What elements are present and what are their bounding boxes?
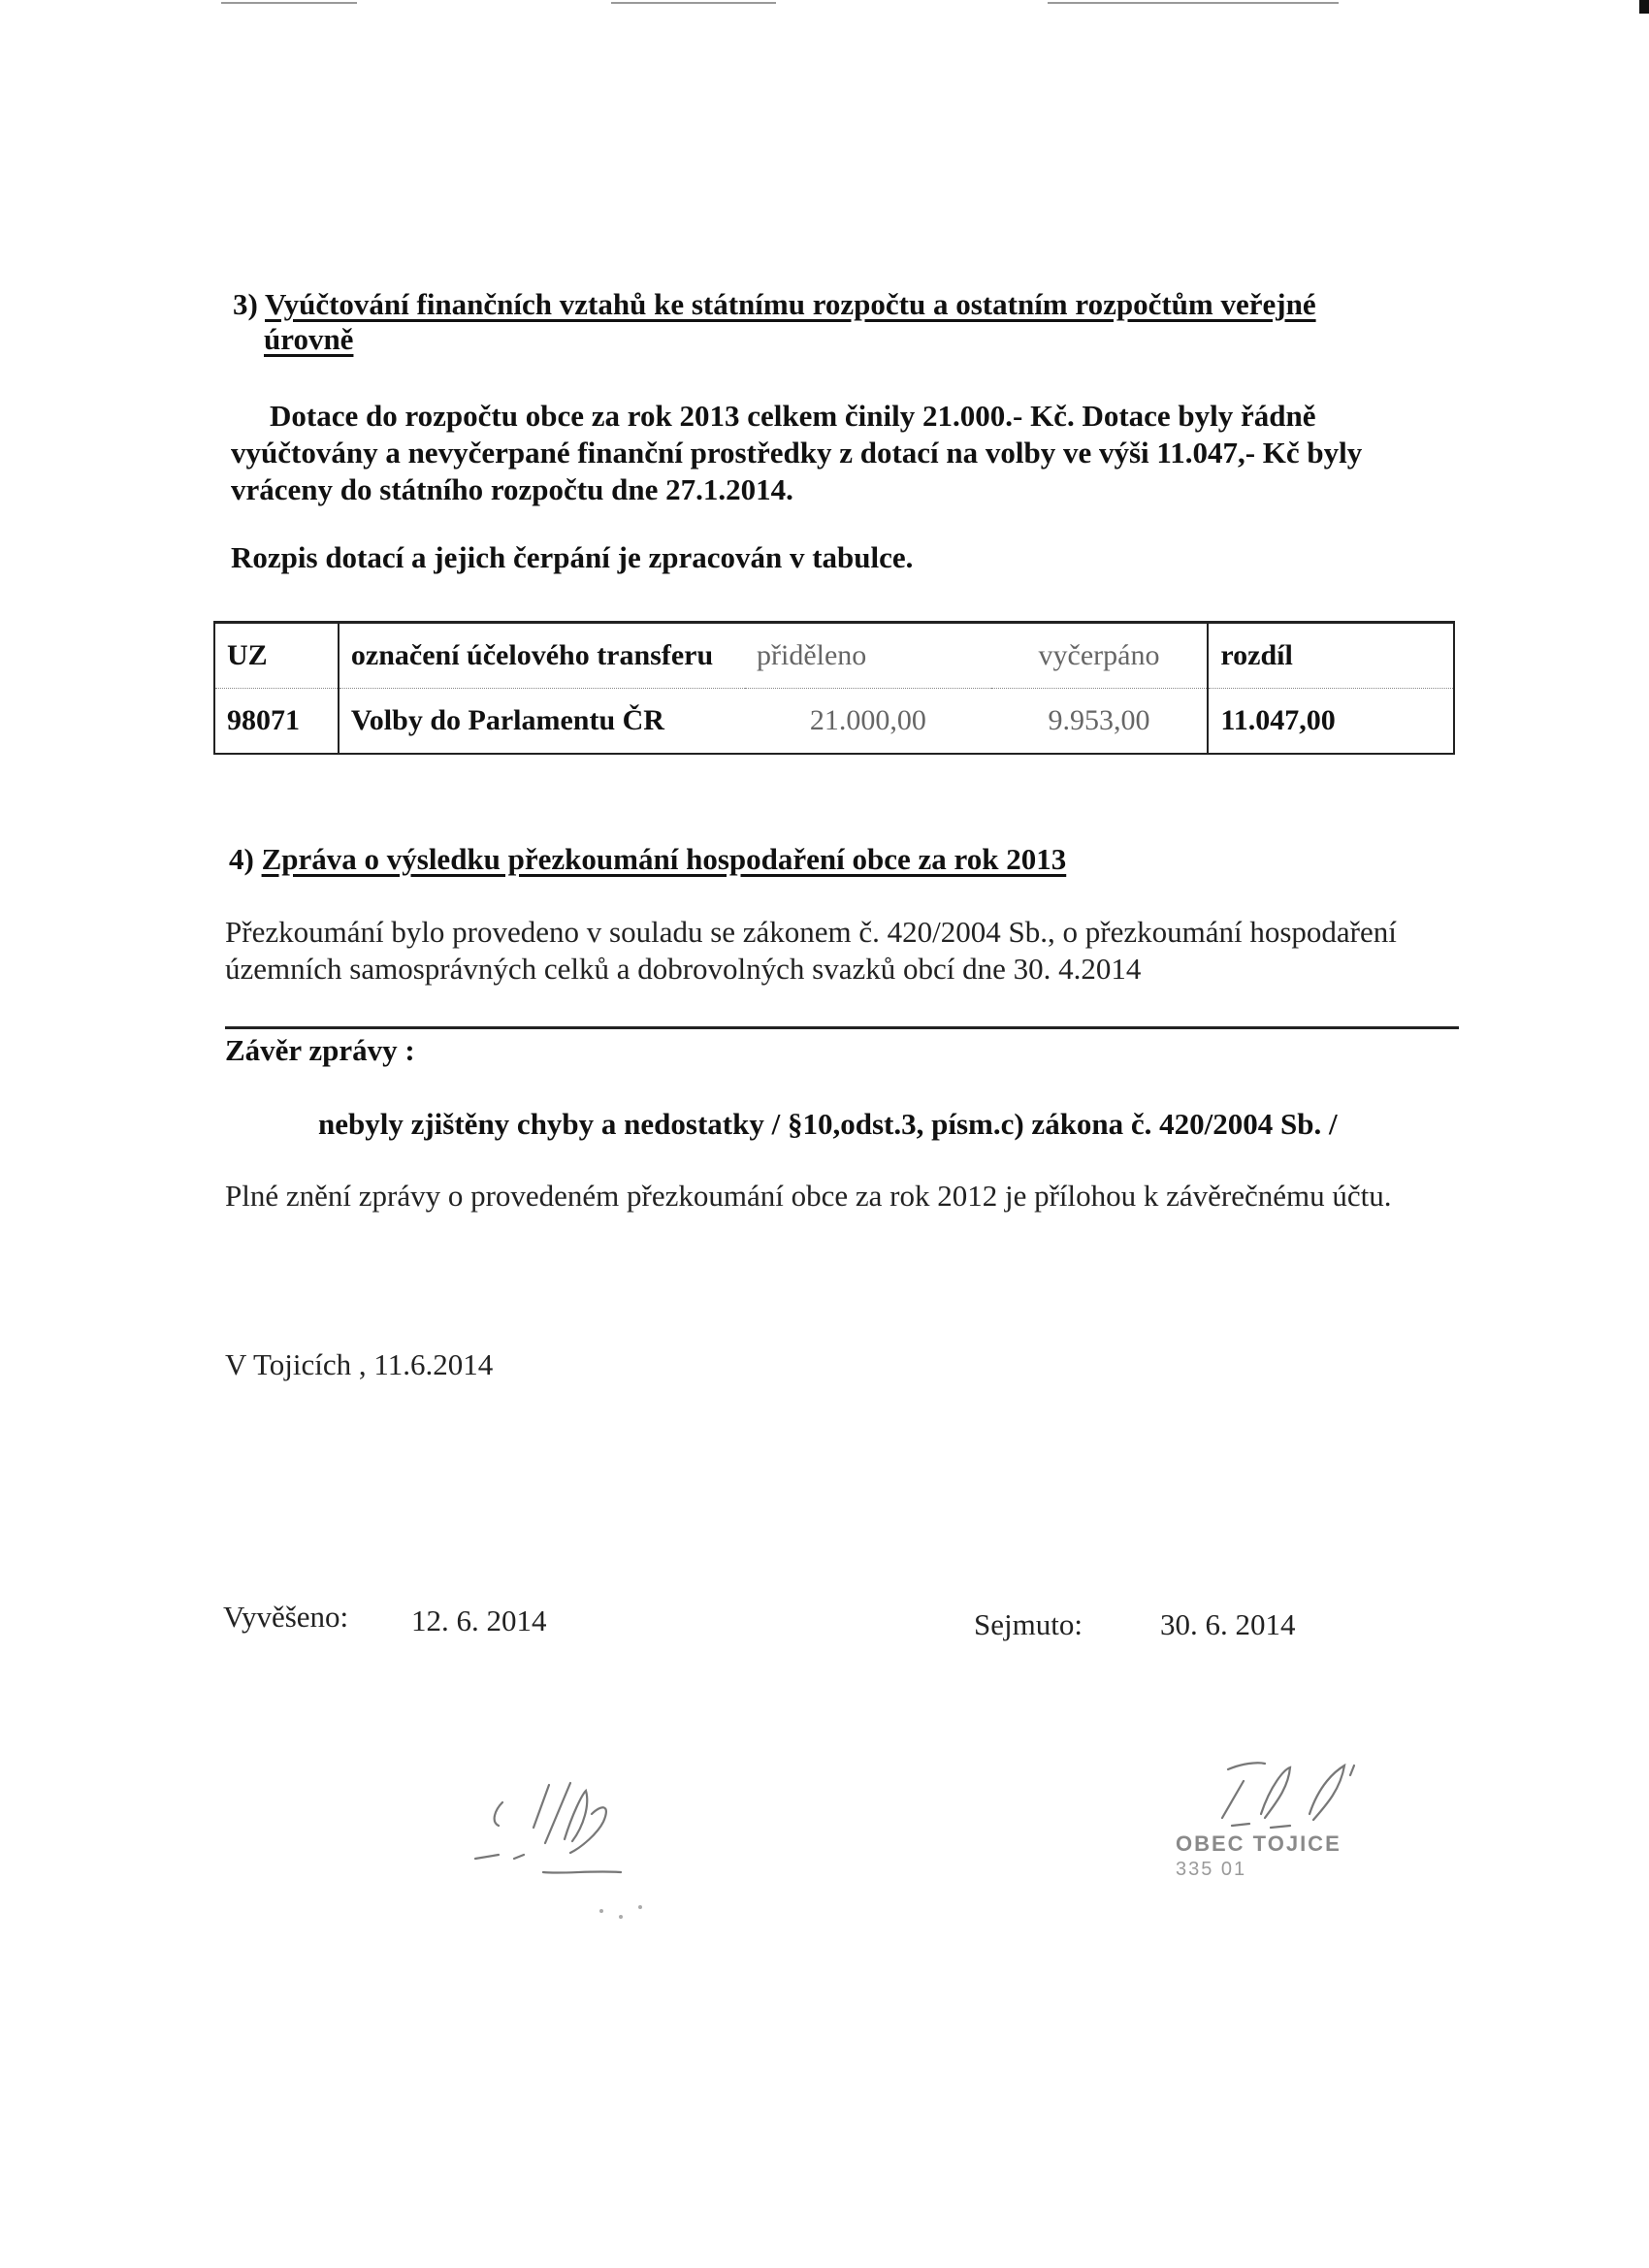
section3-paragraph-line2: vyúčtovány a nevyčerpané finanční prostředky z dotací na volby ve výši 11.047,- Kč byly — [231, 436, 1363, 470]
scan-corner-mark — [1639, 0, 1649, 14]
cell-spent: 9.953,00 — [991, 689, 1209, 755]
full-text-note: Plné znění zprávy o provedeném přezkoumání obce za rok 2012 je přílohou k závěrečnému účtu. — [225, 1179, 1392, 1213]
header-spent: vyčerpáno — [991, 623, 1209, 689]
stamp-line2: 335 01 — [1176, 1859, 1247, 1880]
section4-heading — [229, 842, 1393, 877]
conclusion-text: nebyly zjištěny chyby a nedostatky / §10,odst.3, písm.c) zákona č. 420/2004 Sb. / — [318, 1107, 1338, 1141]
removed-label: Sejmuto: — [974, 1607, 1083, 1641]
section3-paragraph-line3: vráceny do státního rozpočtu dne 27.1.2014. — [231, 472, 793, 506]
header-designation: označení účelového transferu — [339, 623, 745, 689]
section3-number: 3) — [233, 287, 258, 321]
section4-heading-text: Zpráva o výsledku přezkoumání hospodaření obce za rok 2013 — [261, 842, 1067, 876]
conclusion-label: Závěr zprávy : — [225, 1033, 415, 1067]
section3-heading — [233, 287, 1494, 322]
place-date: V Tojicích , 11.6.2014 — [225, 1347, 494, 1381]
section4-number: 4) — [229, 842, 254, 876]
posted-date: 12. 6. 2014 — [411, 1604, 547, 1637]
removed-date: 30. 6. 2014 — [1160, 1607, 1296, 1641]
section3-paragraph-line1: Dotace do rozpočtu obce za rok 2013 celkem činily 21.000.- Kč. Dotace byly řádně — [270, 399, 1316, 433]
signature-left — [456, 1766, 708, 1940]
cell-uz: 98071 — [214, 689, 339, 755]
divider-rule — [225, 1026, 1459, 1029]
transfers-table — [213, 621, 1455, 755]
table-header-row — [214, 623, 1454, 689]
cell-designation: Volby do Parlamentu ČR — [339, 689, 745, 755]
cell-allocated: 21.000,00 — [745, 689, 991, 755]
cell-difference: 11.047,00 — [1208, 689, 1454, 755]
signature-right — [1164, 1746, 1416, 1911]
section4-paragraph-line1: Přezkoumání bylo provedeno v souladu se zákonem č. 420/2004 Sb., o přezkoumání hospodaření — [225, 915, 1397, 949]
section3-heading-line2-wrap — [264, 322, 353, 357]
scan-artifact — [221, 2, 357, 4]
posted-label: Vyvěšeno: — [223, 1600, 349, 1634]
section3-heading-line1: Vyúčtování finančních vztahů ke státnímu rozpočtu a ostatním rozpočtům veřejné — [265, 287, 1316, 321]
table-row — [214, 689, 1454, 755]
scan-artifact — [1048, 2, 1339, 4]
header-difference: rozdíl — [1208, 623, 1454, 689]
header-uz: UZ — [214, 623, 339, 689]
section3-heading-line2: úrovně — [264, 322, 354, 356]
header-allocated: přiděleno — [745, 623, 991, 689]
stamp-line1: OBEC TOJICE — [1176, 1831, 1342, 1856]
section4-paragraph-line2: územních samosprávných celků a dobrovolných svazků obcí dne 30. 4.2014 — [225, 952, 1142, 986]
scan-artifact — [611, 2, 776, 4]
section3-table-intro: Rozpis dotací a jejich čerpání je zpracován v tabulce. — [231, 540, 914, 574]
